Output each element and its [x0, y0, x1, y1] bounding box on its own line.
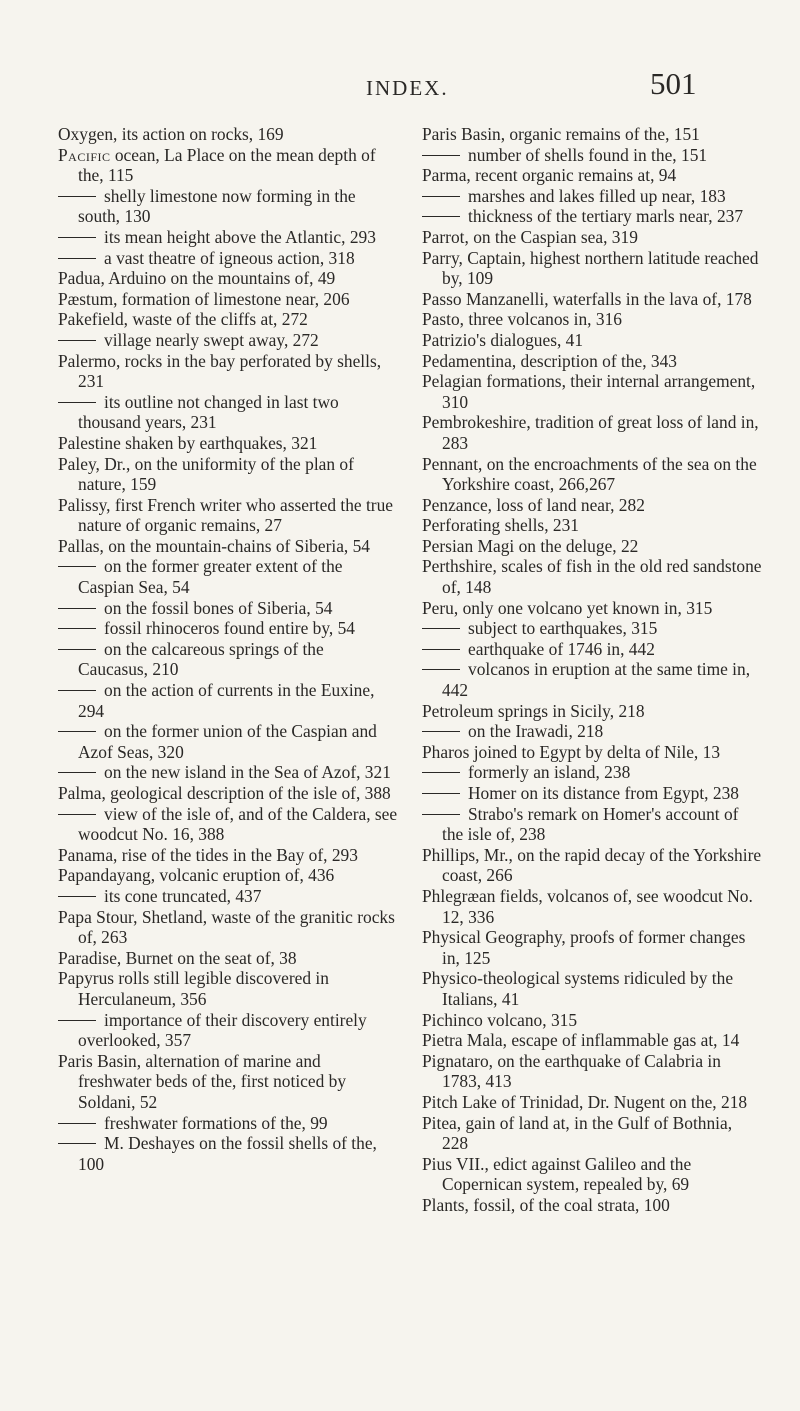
index-subentry	[422, 783, 762, 804]
entry-text: Pasto, three volcanos in, 316	[422, 309, 622, 330]
index-entry	[422, 742, 762, 763]
entry-text: Petroleum springs in Sicily, 218	[422, 700, 645, 721]
entry-text: Pelagian formations, their internal arrangement, 310	[422, 371, 756, 412]
ditto-dash	[58, 1143, 96, 1144]
entry-text: Pembrokeshire, tradition of great loss of land in, 283	[422, 412, 759, 453]
entry-text: Persian Magi on the deluge, 22	[422, 535, 639, 556]
entry-text: Papandayang, volcanic eruption of, 436	[58, 865, 335, 886]
entry-text: Peru, only one volcano yet known in, 315	[422, 597, 713, 618]
ditto-dash	[422, 216, 460, 217]
index-subentry	[422, 639, 762, 660]
entry-text: Pharos joined to Egypt by delta of Nile, 13	[422, 741, 721, 762]
index-subentry	[58, 762, 398, 783]
entry-text: a vast theatre of igneous action, 318	[104, 247, 355, 268]
entry-text: Pietra Mala, escape of inflammable gas at, 14	[422, 1030, 740, 1051]
index-entry	[422, 454, 762, 495]
ditto-dash	[58, 628, 96, 629]
index-entry	[422, 536, 762, 557]
index-entry	[58, 907, 398, 948]
index-entry	[422, 495, 762, 516]
entry-text: Papa Stour, Shetland, waste of the granitic rocks of, 263	[58, 906, 395, 948]
ditto-dash	[58, 731, 96, 732]
index-subentry	[58, 227, 398, 248]
entry-text: Paley, Dr., on the uniformity of the plan of nature, 159	[58, 453, 354, 495]
page-number: 501	[650, 66, 697, 101]
index-subentry	[422, 721, 762, 742]
entry-text: Perthshire, scales of fish in the old red sandstone of, 148	[422, 556, 762, 598]
entry-text: its cone truncated, 437	[104, 885, 262, 906]
index-subentry	[58, 1133, 398, 1174]
entry-text: Paris Basin, alternation of marine and freshwater beds of the, first noticed by Soldani, 52	[58, 1050, 347, 1112]
index-subentry	[58, 618, 398, 639]
ditto-dash	[422, 814, 460, 815]
index-entry	[422, 330, 762, 351]
index-entry	[422, 845, 762, 886]
entry-text: Parry, Captain, highest northern latitude reached by, 109	[422, 247, 759, 289]
ditto-dash	[422, 628, 460, 629]
entry-text: Palissy, first French writer who asserted the true nature of organic remains, 27	[58, 494, 394, 536]
entry-text: Pennant, on the encroachments of the sea on the Yorkshire coast, 266,267	[422, 453, 757, 495]
index-subentry	[58, 639, 398, 680]
entry-text: its mean height above the Atlantic, 293	[104, 226, 376, 247]
ditto-dash	[422, 793, 460, 794]
ditto-dash	[58, 566, 96, 567]
entry-text: Physical Geography, proofs of former changes in, 125	[422, 927, 746, 968]
entry-text: village nearly swept away, 272	[104, 329, 319, 350]
index-subentry	[58, 248, 398, 269]
index-subentry	[58, 886, 398, 907]
entry-text: formerly an island, 238	[468, 762, 631, 783]
entry-text: Pitea, gain of land at, in the Gulf of Bothnia, 228	[422, 1112, 733, 1154]
entry-text: Pedamentina, description of the, 343	[422, 350, 678, 371]
entry-text: on the new island in the Sea of Azof, 321	[104, 762, 391, 783]
ditto-dash	[58, 196, 96, 197]
entry-text: on the calcareous springs of the Caucasus, 210	[78, 638, 324, 680]
ditto-dash	[58, 690, 96, 691]
entry-text: Physico-theological systems ridiculed by the Italians, 41	[422, 968, 734, 1009]
entry-text: thickness of the tertiary marls near, 237	[468, 206, 744, 227]
entry-text: on the fossil bones of Siberia, 54	[104, 597, 333, 618]
entry-text: Palermo, rocks in the bay perforated by shells, 231	[58, 350, 382, 392]
index-entry	[422, 1010, 762, 1031]
ditto-dash	[422, 772, 460, 773]
index-entry	[422, 165, 762, 186]
index-entry	[422, 927, 762, 968]
entry-text: Penzance, loss of land near, 282	[422, 494, 645, 515]
index-entry	[422, 701, 762, 722]
entry-text: Phlegræan fields, volcanos of, see woodcut No. 12, 336	[422, 885, 753, 927]
index-entry	[58, 783, 398, 804]
entry-text: Strabo's remark on Homer's account of the isle of, 238	[442, 803, 739, 845]
index-entry	[422, 371, 762, 412]
index-entry	[422, 1030, 762, 1051]
entry-text: importance of their discovery entirely overlooked, 357	[78, 1009, 367, 1051]
index-entry	[422, 1195, 762, 1216]
running-title: INDEX.	[366, 76, 449, 100]
index-entry	[58, 124, 398, 145]
index-subentry	[422, 145, 762, 166]
ditto-dash	[58, 1020, 96, 1021]
ditto-dash	[58, 340, 96, 341]
ditto-dash	[58, 237, 96, 238]
index-entry	[422, 1113, 762, 1154]
entry-text: Phillips, Mr., on the rapid decay of the Yorkshire coast, 266	[422, 844, 762, 886]
index-entry	[58, 865, 398, 886]
ditto-dash	[58, 814, 96, 815]
entry-text: Plants, fossil, of the coal strata, 100	[422, 1194, 670, 1215]
index-subentry	[58, 556, 398, 597]
entry-text: view of the isle of, and of the Caldera, see woodcut No. 16, 388	[78, 803, 398, 845]
entry-text: shelly limestone now forming in the south, 130	[78, 185, 356, 227]
index-entry	[422, 1092, 762, 1113]
index-entry	[422, 124, 762, 145]
entry-text: Panama, rise of the tides in the Bay of, 293	[58, 844, 358, 865]
index-column-right	[422, 124, 762, 1215]
entry-text: on the former greater extent of the Caspian Sea, 54	[78, 556, 343, 598]
entry-text: Padua, Arduino on the mountains of, 49	[58, 268, 336, 289]
index-entry	[422, 1051, 762, 1092]
index-subentry	[58, 1113, 398, 1134]
entry-text: M. Deshayes on the fossil shells of the, 100	[78, 1133, 377, 1174]
index-entry	[422, 1154, 762, 1195]
ditto-dash	[422, 669, 460, 670]
entry-text: marshes and lakes filled up near, 183	[468, 185, 726, 206]
index-entry	[58, 268, 398, 289]
index-entry	[422, 309, 762, 330]
index-entry	[422, 351, 762, 372]
entry-text: Passo Manzanelli, waterfalls in the lava of, 178	[422, 288, 752, 309]
entry-text: Perforating shells, 231	[422, 515, 579, 536]
index-entry	[58, 948, 398, 969]
index-subentry	[58, 680, 398, 721]
index-subentry	[422, 762, 762, 783]
index-subentry	[58, 804, 398, 845]
entry-text: Paris Basin, organic remains of the, 151	[422, 124, 700, 144]
ditto-dash	[58, 772, 96, 773]
ditto-dash	[58, 608, 96, 609]
index-column-left	[58, 124, 398, 1174]
index-entry	[58, 145, 398, 186]
entry-text: Paradise, Burnet on the seat of, 38	[58, 947, 297, 968]
index-entry	[422, 968, 762, 1009]
index-entry	[422, 289, 762, 310]
index-subentry	[58, 330, 398, 351]
entry-text: Pius VII., edict against Galileo and the Copernican system, repealed by, 69	[422, 1153, 692, 1195]
index-entry	[422, 556, 762, 597]
entry-text: Pichinco volcano, 315	[422, 1009, 578, 1030]
ditto-dash	[422, 649, 460, 650]
index-entry	[58, 309, 398, 330]
entry-text: volcanos in eruption at the same time in, 442	[442, 659, 751, 701]
ditto-dash	[58, 258, 96, 259]
index-entry	[422, 886, 762, 927]
entry-text: Palma, geological description of the isle of, 388	[58, 783, 391, 803]
entry-text: fossil rhinoceros found entire by, 54	[104, 618, 355, 639]
ditto-dash	[422, 155, 460, 156]
index-entry	[58, 433, 398, 454]
entry-text: Parma, recent organic remains at, 94	[422, 165, 677, 186]
entry-text: Papyrus rolls still legible discovered in Herculaneum, 356	[58, 968, 329, 1009]
index-subentry	[58, 186, 398, 227]
entry-text: number of shells found in the, 151	[468, 144, 708, 165]
entry-lead-word: Pacific	[58, 144, 111, 165]
entry-text: Parrot, on the Caspian sea, 319	[422, 226, 638, 247]
index-entry	[422, 598, 762, 619]
index-subentry	[422, 659, 762, 700]
index-subentry	[422, 206, 762, 227]
index-entry	[58, 536, 398, 557]
index-entry	[58, 454, 398, 495]
index-entry	[58, 968, 398, 1009]
index-entry	[58, 351, 398, 392]
page-header	[0, 66, 800, 106]
index-subentry	[58, 721, 398, 762]
index-entry	[58, 289, 398, 310]
index-entry	[58, 495, 398, 536]
entry-text: Pitch Lake of Trinidad, Dr. Nugent on the, 218	[422, 1091, 748, 1112]
entry-text: Homer on its distance from Egypt, 238	[468, 783, 739, 803]
entry-text: Pakefield, waste of the cliffs at, 272	[58, 309, 308, 330]
entry-text: Pignataro, on the earthquake of Calabria in 1783, 413	[422, 1050, 721, 1092]
entry-text: ocean, La Place on the mean depth of the, 115	[78, 144, 376, 186]
entry-text: freshwater formations of the, 99	[104, 1112, 328, 1133]
index-entry	[422, 227, 762, 248]
ditto-dash	[58, 896, 96, 897]
index-subentry	[58, 1010, 398, 1051]
entry-text: Patrizio's dialogues, 41	[422, 329, 584, 350]
ditto-dash	[422, 196, 460, 197]
index-entry	[58, 1051, 398, 1113]
entry-text: on the former union of the Caspian and Azof Seas, 320	[78, 721, 377, 762]
index-entry	[422, 515, 762, 536]
index-subentry	[58, 392, 398, 433]
index-subentry	[58, 598, 398, 619]
index-entry	[422, 248, 762, 289]
index-entry	[58, 845, 398, 866]
entry-text: Oxygen, its action on rocks, 169	[58, 124, 284, 144]
entry-text: its outline not changed in last two thousand years, 231	[78, 391, 339, 433]
index-subentry	[422, 618, 762, 639]
index-subentry	[422, 186, 762, 207]
ditto-dash	[58, 402, 96, 403]
index-entry	[422, 412, 762, 453]
entry-text: on the action of currents in the Euxine, 294	[78, 680, 375, 721]
entry-text: on the Irawadi, 218	[468, 721, 604, 742]
entry-text: Pæstum, formation of limestone near, 206	[58, 288, 350, 309]
ditto-dash	[422, 731, 460, 732]
entry-text: Palestine shaken by earthquakes, 321	[58, 432, 318, 453]
entry-text: Pallas, on the mountain-chains of Siberia, 54	[58, 535, 371, 556]
entry-text: earthquake of 1746 in, 442	[468, 638, 655, 659]
ditto-dash	[58, 649, 96, 650]
ditto-dash	[58, 1123, 96, 1124]
entry-text: subject to earthquakes, 315	[468, 618, 658, 639]
index-subentry	[422, 804, 762, 845]
